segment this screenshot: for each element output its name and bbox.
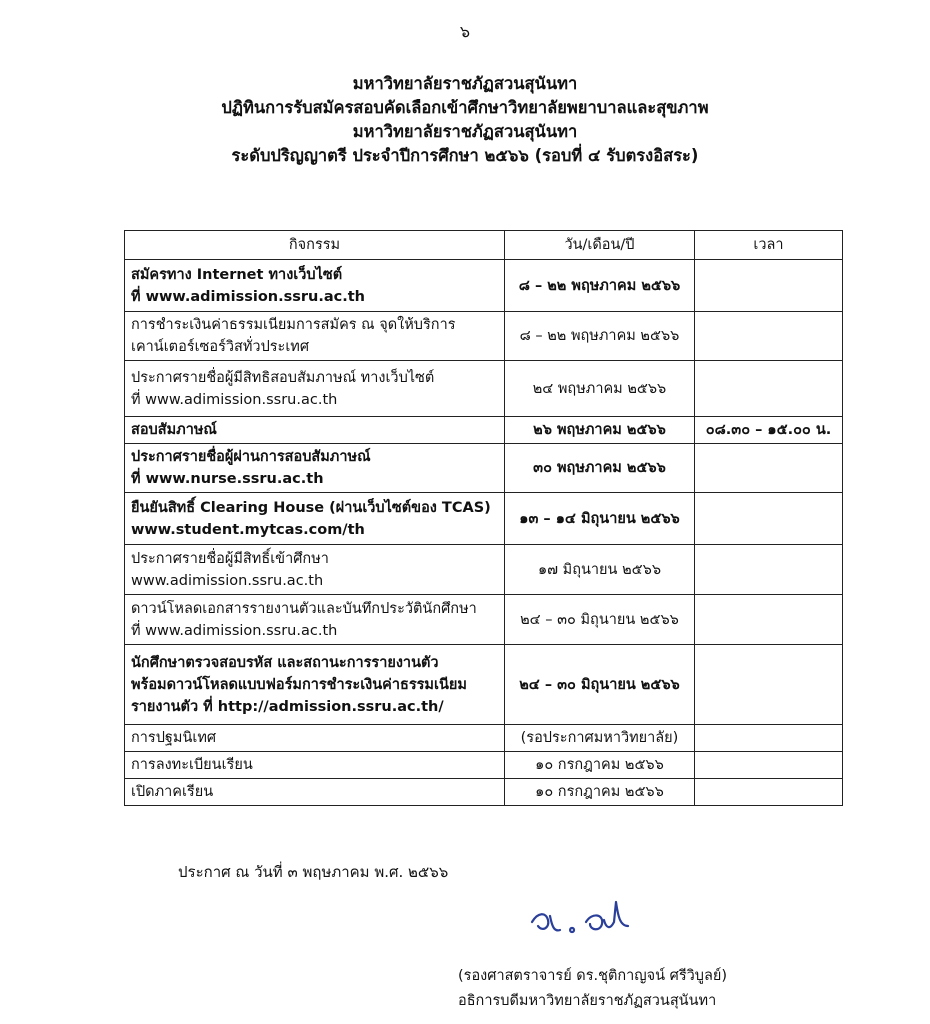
date-cell: ๘ – ๒๒ พฤษภาคม ๒๕๖๖ — [505, 312, 695, 361]
activity-cell — [125, 645, 505, 725]
table-row — [125, 725, 843, 752]
time-cell — [695, 493, 843, 545]
table-row — [125, 595, 843, 645]
activity-line: เปิดภาคเรียน — [131, 784, 214, 800]
activity-cell — [125, 260, 505, 312]
activity-cell — [125, 361, 505, 417]
heading-university: มหาวิทยาลัยราชภัฏสวนสุนันทา — [352, 74, 578, 93]
activity-cell — [125, 752, 505, 779]
heading-level: ระดับปริญญาตรี ประจำปีการศึกษา ๒๕๖๖ (รอบที่ ๔ รับตรงอิสระ) — [231, 146, 699, 165]
time-cell: ๐๘.๓๐ – ๑๕.๐๐ น. — [695, 417, 843, 444]
activity-line: การลงทะเบียนเรียน — [131, 757, 253, 773]
activity-line: ที่ www.adimission.ssru.ac.th — [131, 288, 365, 305]
activity-line: สมัครทาง Internet ทางเว็บไซต์ — [131, 266, 343, 283]
activity-cell — [125, 417, 505, 444]
date-cell: ๑๐ กรกฎาคม ๒๕๖๖ — [505, 779, 695, 806]
table-header-row — [125, 231, 843, 260]
heading-university-2: มหาวิทยาลัยราชภัฏสวนสุนันทา — [352, 122, 578, 141]
signer-position: อธิการบดีมหาวิทยาลัยราชภัฏสวนสุนันทา — [458, 993, 717, 1009]
activity-line: รายงานตัว ที่ http://admission.ssru.ac.th/ — [131, 698, 444, 715]
activity-cell — [125, 779, 505, 806]
time-cell — [695, 312, 843, 361]
date-cell: ๒๖ พฤษภาคม ๒๕๖๖ — [505, 417, 695, 444]
activity-line: ดาวน์โหลดเอกสารรายงานตัวและบันทึกประวัตินักศึกษา — [131, 600, 477, 617]
activity-cell — [125, 545, 505, 595]
time-cell — [695, 645, 843, 725]
table-row — [125, 645, 843, 725]
table-row — [125, 545, 843, 595]
activity-cell — [125, 595, 505, 645]
schedule-body — [125, 260, 843, 806]
activity-cell — [125, 444, 505, 493]
time-cell — [695, 545, 843, 595]
date-cell: ๑๓ – ๑๔ มิถุนายน ๒๕๖๖ — [505, 493, 695, 545]
activity-line: สอบสัมภาษณ์ — [131, 422, 217, 438]
date-cell: ๓๐ พฤษภาคม ๒๕๖๖ — [505, 444, 695, 493]
table-row — [125, 752, 843, 779]
time-cell — [695, 444, 843, 493]
table-row — [125, 260, 843, 312]
activity-line: www.student.mytcas.com/th — [131, 521, 365, 538]
activity-cell — [125, 725, 505, 752]
schedule-table — [124, 230, 843, 806]
activity-line: ที่ www.nurse.ssru.ac.th — [131, 471, 324, 487]
activity-line: พร้อมดาวน์โหลดแบบฟอร์มการชำระเงินค่าธรรมเนียม — [131, 676, 467, 693]
activity-line: ที่ www.adimission.ssru.ac.th — [131, 391, 338, 408]
signature — [520, 890, 660, 950]
header-activity: กิจกรรม — [125, 231, 505, 260]
activity-line: การชำระเงินค่าธรรมเนียมการสมัคร ณ จุดให้บริการ — [131, 317, 456, 333]
time-cell — [695, 725, 843, 752]
date-cell: ๒๔ – ๓๐ มิถุนายน ๒๕๖๖ — [505, 595, 695, 645]
table-row — [125, 444, 843, 493]
time-cell — [695, 752, 843, 779]
time-cell — [695, 779, 843, 806]
activity-line: ที่ www.adimission.ssru.ac.th — [131, 622, 338, 639]
header-time: เวลา — [695, 231, 843, 260]
time-cell — [695, 361, 843, 417]
table-row — [125, 493, 843, 545]
activity-line: ประกาศรายชื่อผู้มีสิทธิ์เข้าศึกษา — [131, 550, 329, 567]
time-cell — [695, 595, 843, 645]
date-cell: ๒๔ – ๓๐ มิถุนายน ๒๕๖๖ — [505, 645, 695, 725]
activity-cell — [125, 493, 505, 545]
activity-line: ประกาศรายชื่อผู้มีสิทธิสอบสัมภาษณ์ ทางเว็บไซต์ — [131, 369, 435, 386]
activity-line: ยืนยันสิทธิ์ Clearing House (ผ่านเว็บไซต์ของ TCAS) — [131, 499, 491, 516]
table-row — [125, 312, 843, 361]
signer-name: (รองศาสตราจารย์ ดร.ชุติกาญจน์ ศรีวิบูลย์) — [458, 968, 728, 984]
date-cell: ๒๔ พฤษภาคม ๒๕๖๖ — [505, 361, 695, 417]
header-date: วัน/เดือน/ปี — [505, 231, 695, 260]
signer-block — [458, 964, 727, 1014]
document-heading — [0, 72, 930, 168]
heading-title: ปฏิทินการรับสมัครสอบคัดเลือกเข้าศึกษาวิทยาลัยพยาบาลและสุขภาพ — [221, 98, 709, 117]
activity-line: www.adimission.ssru.ac.th — [131, 572, 324, 589]
activity-line: นักศึกษาตรวจสอบรหัส และสถานะการรายงานตัว — [131, 654, 439, 671]
announcement-date: ประกาศ ณ วันที่ ๓ พฤษภาคม พ.ศ. ๒๕๖๖ — [178, 863, 449, 881]
date-cell: ๑๐ กรกฎาคม ๒๕๖๖ — [505, 752, 695, 779]
activity-cell — [125, 312, 505, 361]
date-cell: (รอประกาศมหาวิทยาลัย) — [505, 725, 695, 752]
activity-line: การปฐมนิเทศ — [131, 730, 217, 746]
activity-line: เคาน์เตอร์เซอร์วิสทั่วประเทศ — [131, 339, 310, 355]
time-cell — [695, 260, 843, 312]
activity-line: ประกาศรายชื่อผู้ผ่านการสอบสัมภาษณ์ — [131, 449, 371, 465]
date-cell: ๑๗ มิถุนายน ๒๕๖๖ — [505, 545, 695, 595]
table-row — [125, 361, 843, 417]
table-row — [125, 417, 843, 444]
page-number: ๖ — [459, 22, 471, 41]
table-row — [125, 779, 843, 806]
date-cell: ๘ – ๒๒ พฤษภาคม ๒๕๖๖ — [505, 260, 695, 312]
